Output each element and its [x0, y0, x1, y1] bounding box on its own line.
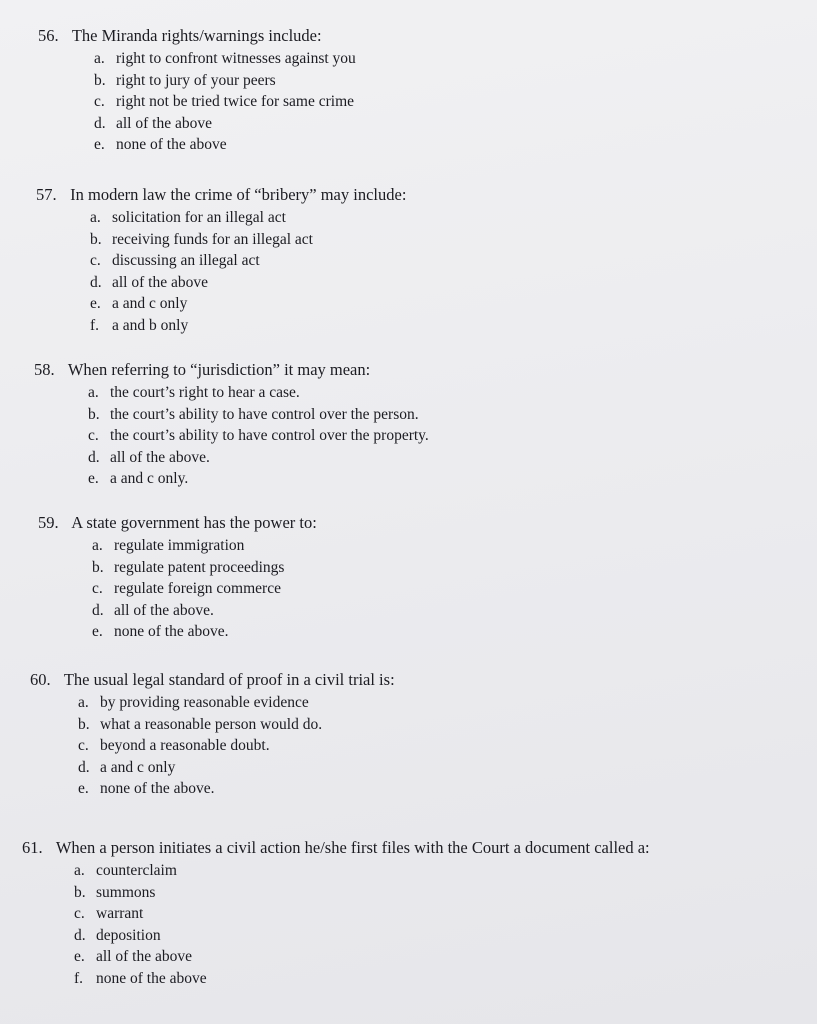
- option-letter: b.: [90, 230, 102, 248]
- option-f: [90, 315, 406, 337]
- question-text: A state government has the power to:: [71, 513, 317, 532]
- option-letter: f.: [90, 316, 100, 334]
- option-letter: c.: [78, 737, 89, 754]
- option-letter: a.: [74, 862, 85, 879]
- option-letter: e.: [78, 780, 89, 797]
- option-letter: d.: [90, 273, 102, 291]
- option-letter: d.: [92, 601, 104, 619]
- option-d: [88, 447, 429, 469]
- option-d: [74, 925, 650, 947]
- question-number: 60.: [30, 670, 51, 689]
- option-letter: d.: [94, 114, 106, 132]
- option-letter: d.: [74, 926, 86, 944]
- option-text: none of the above: [96, 969, 207, 987]
- option-letter: c.: [94, 93, 105, 110]
- option-e: [90, 293, 406, 315]
- question-stem: [34, 360, 429, 380]
- option-text: the court’s right to hear a case.: [110, 384, 300, 401]
- option-text: what a reasonable person would do.: [100, 715, 323, 733]
- question-60: [30, 670, 395, 800]
- option-letter: c.: [74, 905, 85, 922]
- option-text: all of the above: [116, 114, 212, 132]
- question-stem: [38, 513, 317, 533]
- question-number: 59.: [38, 513, 59, 532]
- question-number: 57.: [36, 185, 57, 204]
- question-text: In modern law the crime of “bribery” may include:: [70, 185, 407, 204]
- option-b: [90, 229, 406, 251]
- option-letter: e.: [92, 623, 103, 640]
- option-a: [78, 692, 395, 714]
- option-letter: a.: [92, 537, 103, 554]
- option-a: [94, 48, 356, 70]
- option-letter: e.: [90, 295, 101, 312]
- option-text: regulate immigration: [114, 537, 245, 554]
- option-letter: b.: [74, 883, 86, 901]
- question-57: [36, 185, 406, 336]
- option-letter: e.: [94, 136, 105, 153]
- question-stem: [22, 838, 650, 858]
- option-letter: b.: [78, 715, 90, 733]
- question-stem: [30, 670, 395, 690]
- option-list: [90, 207, 406, 336]
- option-text: counterclaim: [96, 862, 177, 879]
- question-number: 56.: [38, 26, 59, 45]
- option-letter: e.: [74, 948, 85, 965]
- question-text: When a person initiates a civil action he/she first files with the Court a document called a:: [55, 838, 650, 857]
- option-c: [88, 425, 429, 447]
- option-letter: c.: [92, 580, 103, 597]
- question-text: The usual legal standard of proof in a civil trial is:: [63, 670, 395, 689]
- option-list: [94, 48, 356, 156]
- option-letter: d.: [78, 758, 90, 776]
- option-letter: a.: [88, 384, 99, 401]
- option-text: right to confront witnesses against you: [116, 50, 356, 67]
- option-c: [90, 250, 406, 272]
- option-text: regulate patent proceedings: [114, 558, 285, 576]
- option-text: regulate foreign commerce: [114, 580, 281, 597]
- option-c: [94, 91, 356, 113]
- option-d: [92, 600, 317, 622]
- option-f: [74, 968, 650, 990]
- option-text: solicitation for an illegal act: [112, 209, 286, 226]
- option-text: a and c only: [112, 295, 188, 312]
- option-a: [74, 860, 650, 882]
- question-56: [38, 26, 356, 156]
- option-text: all of the above.: [110, 448, 210, 466]
- option-text: deposition: [96, 926, 161, 944]
- option-text: none of the above.: [100, 780, 215, 797]
- option-text: none of the above.: [114, 623, 229, 640]
- option-list: [88, 382, 429, 490]
- option-d: [94, 113, 356, 135]
- option-text: the court’s ability to have control over the property.: [110, 427, 429, 444]
- option-list: [92, 535, 317, 643]
- option-text: a and c only: [100, 758, 176, 776]
- option-text: by providing reasonable evidence: [100, 694, 309, 711]
- option-list: [78, 692, 395, 800]
- option-c: [74, 903, 650, 925]
- question-number: 61.: [22, 838, 43, 857]
- option-letter: a.: [90, 209, 101, 226]
- option-letter: b.: [94, 71, 106, 89]
- option-text: right to jury of your peers: [116, 71, 276, 89]
- option-c: [92, 578, 317, 600]
- option-b: [92, 557, 317, 579]
- question-text: The Miranda rights/warnings include:: [71, 26, 322, 45]
- option-b: [88, 404, 429, 426]
- question-58: [34, 360, 429, 490]
- option-letter: b.: [92, 558, 104, 576]
- option-list: [74, 860, 650, 989]
- option-a: [92, 535, 317, 557]
- option-e: [92, 621, 317, 643]
- option-b: [78, 714, 395, 736]
- question-59: [38, 513, 317, 643]
- option-text: discussing an illegal act: [112, 252, 260, 269]
- question-text: When referring to “jurisdiction” it may mean:: [67, 360, 371, 379]
- option-b: [94, 70, 356, 92]
- option-letter: f.: [74, 969, 84, 987]
- option-text: all of the above.: [114, 601, 214, 619]
- option-letter: a.: [78, 694, 89, 711]
- option-c: [78, 735, 395, 757]
- question-61: [22, 838, 650, 989]
- option-text: all of the above: [112, 273, 208, 291]
- option-letter: a.: [94, 50, 105, 67]
- option-text: the court’s ability to have control over the person.: [110, 405, 419, 423]
- question-number: 58.: [34, 360, 55, 379]
- option-d: [90, 272, 406, 294]
- option-letter: b.: [88, 405, 100, 423]
- option-text: a and c only.: [110, 470, 189, 487]
- option-letter: e.: [88, 470, 99, 487]
- option-b: [74, 882, 650, 904]
- option-text: all of the above: [96, 948, 192, 965]
- option-text: none of the above: [116, 136, 227, 153]
- option-text: a and b only: [112, 316, 189, 334]
- option-text: right not be tried twice for same crime: [116, 93, 355, 110]
- option-a: [90, 207, 406, 229]
- option-text: warrant: [96, 905, 144, 922]
- option-e: [94, 134, 356, 156]
- question-stem: [36, 185, 406, 205]
- question-stem: [38, 26, 356, 46]
- option-a: [88, 382, 429, 404]
- option-letter: c.: [88, 427, 99, 444]
- option-e: [74, 946, 650, 968]
- option-letter: c.: [90, 252, 101, 269]
- option-letter: d.: [88, 448, 100, 466]
- option-d: [78, 757, 395, 779]
- option-text: summons: [96, 883, 156, 901]
- option-text: receiving funds for an illegal act: [112, 230, 313, 248]
- option-e: [88, 468, 429, 490]
- option-e: [78, 778, 395, 800]
- option-text: beyond a reasonable doubt.: [100, 737, 270, 754]
